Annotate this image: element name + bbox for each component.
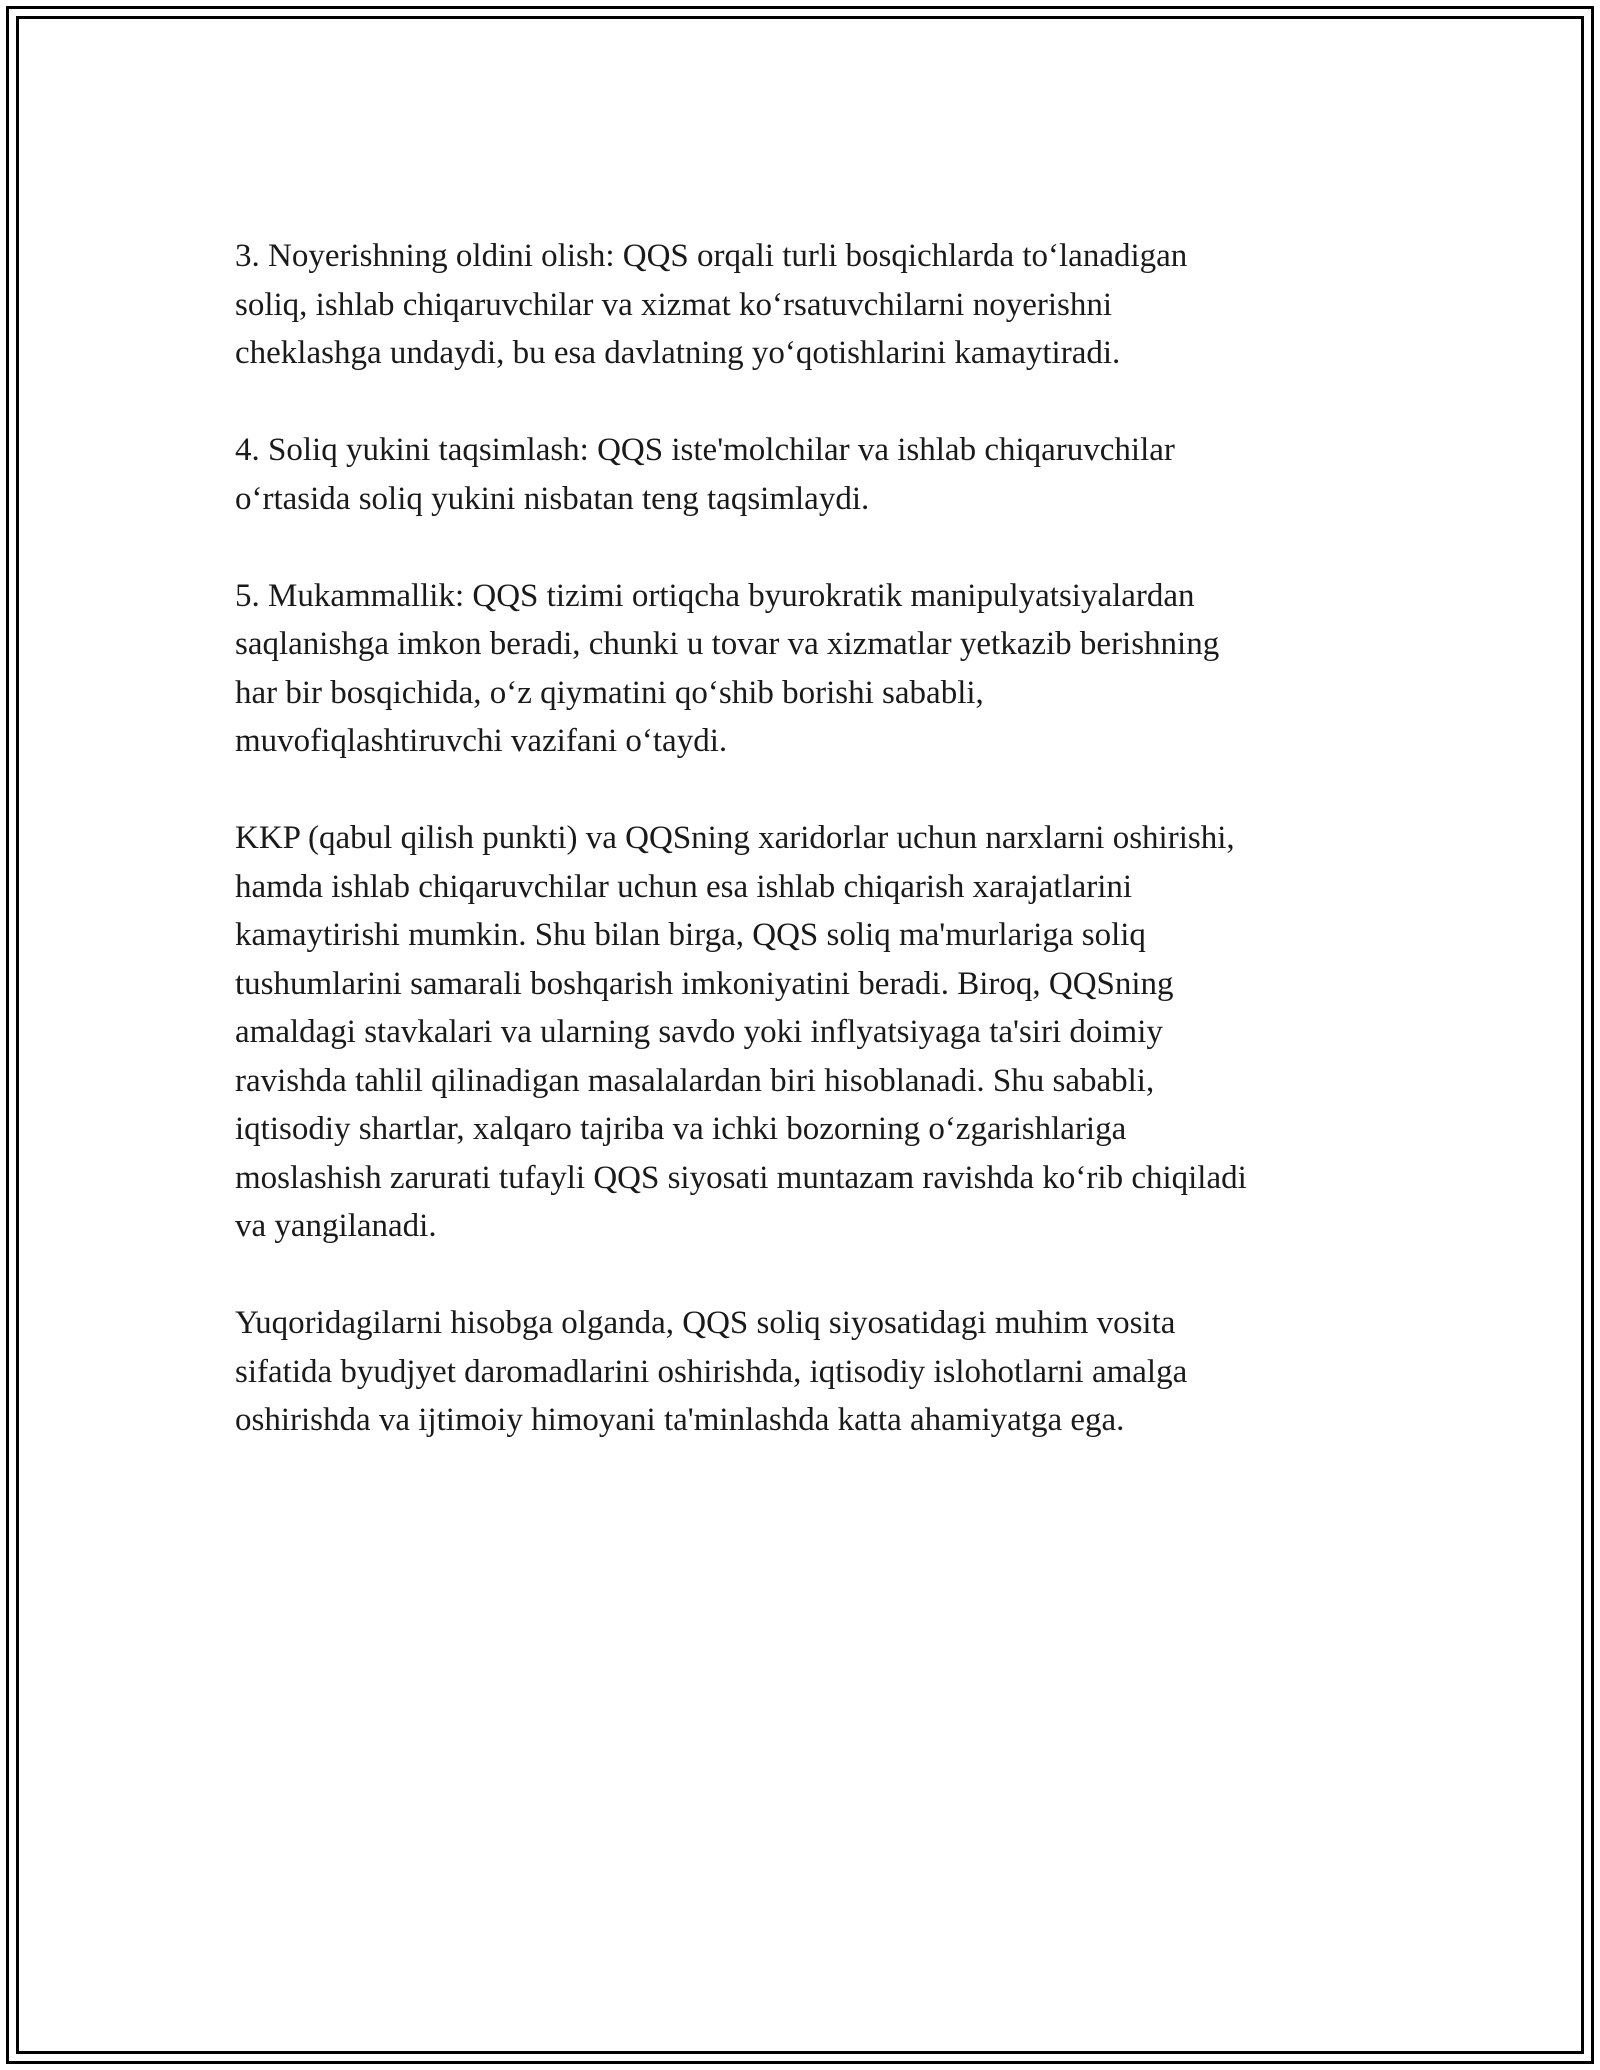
paragraph-item-5: [235, 572, 1385, 766]
text-line: hamda ishlab chiqaruvchilar uchun esa ishlab chiqarish xarajatlarini: [235, 868, 1133, 905]
text-line: o‘rtasida soliq yukini nisbatan teng taqsimlaydi.: [235, 480, 870, 517]
text-line: kamaytirishi mumkin. Shu bilan birga, QQS soliq ma'murlariga soliq: [235, 917, 1146, 953]
text-line: KKP (qabul qilish punkti) va QQSning xaridorlar uchun narxlarni oshirishi,: [235, 820, 1235, 856]
text-line: iqtisodiy shartlar, xalqaro tajriba va ichki bozorning o‘zgarishlariga: [235, 1111, 1127, 1147]
text-line: soliq, ishlab chiqaruvchilar va xizmat ko‘rsatuvchilarni noyerishni: [235, 286, 1113, 323]
text-line: cheklashga undaydi, bu esa davlatning yo‘qotishlarini kamaytiradi.: [235, 335, 1121, 371]
paragraph-kkp: [235, 814, 1385, 1251]
text-line: Yuqoridagilarni hisobga olganda, QQS soliq siyosatidagi muhim vosita: [235, 1305, 1176, 1341]
text-line: 4. Soliq yukini taqsimlash: QQS iste'molchilar va ishlab chiqaruvchilar: [235, 432, 1175, 468]
paragraph-item-4: [235, 426, 1385, 523]
text-line: amaldagi stavkalari va ularning savdo yoki inflyatsiyaga ta'siri doimiy: [235, 1014, 1163, 1050]
text-line: har bir bosqichida, o‘z qiymatini qo‘shib borishi sababli,: [235, 674, 984, 711]
document-body: [235, 232, 1385, 1493]
text-line: muvofiqlashtiruvchi vazifani o‘taydi.: [235, 723, 728, 759]
text-line: saqlanishga imkon beradi, chunki u tovar va xizmatlar yetkazib berishning: [235, 626, 1220, 662]
paragraph-item-3: [235, 232, 1385, 378]
text-line: ravishda tahlil qilinadigan masalalardan biri hisoblanadi. Shu sababli,: [235, 1062, 1155, 1099]
text-line: 3. Noyerishning oldini olish: QQS orqali turli bosqichlarda to‘lanadigan: [235, 238, 1188, 274]
text-line: 5. Mukammallik: QQS tizimi ortiqcha byurokratik manipulyatsiyalardan: [235, 577, 1195, 614]
paragraph-conclusion: [235, 1299, 1385, 1445]
text-line: tushumlarini samarali boshqarish imkoniyatini beradi. Biroq, QQSning: [235, 965, 1174, 1002]
text-line: va yangilanadi.: [235, 1208, 437, 1244]
text-line: sifatida byudjyet daromadlarini oshirishda, iqtisodiy islohotlarni amalga: [235, 1353, 1188, 1390]
text-line: moslashish zarurati tufayli QQS siyosati muntazam ravishda ko‘rib chiqiladi: [235, 1159, 1247, 1196]
text-line: oshirishda va ijtimoiy himoyani ta'minlashda katta ahamiyatga ega.: [235, 1402, 1125, 1438]
